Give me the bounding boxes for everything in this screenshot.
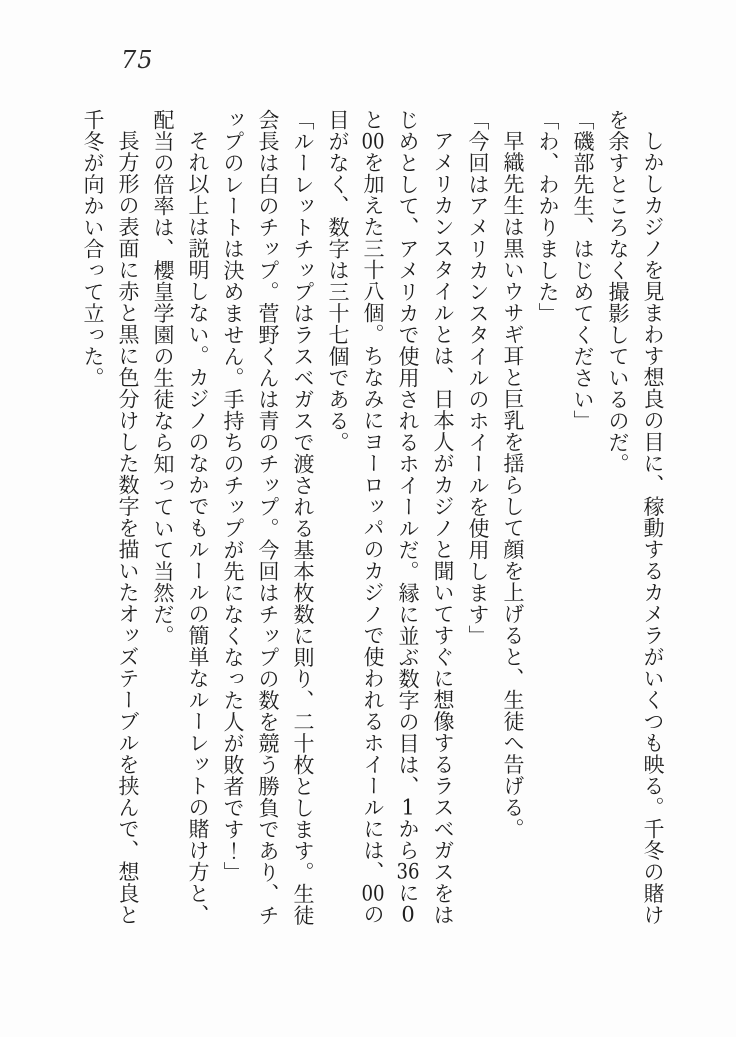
paragraph-4: 早織先生は黒いウサギ耳と巨乳を揺らして顔を上げると、生徒へ告げる。 — [501, 130, 525, 840]
paragraph-5: 「今回はアメリカンスタイルのホイールを使用します」 — [466, 109, 490, 647]
tatechuyoko-number: 1 — [401, 797, 415, 818]
body-text — [75, 109, 670, 930]
paragraph-8: それ以上は説明しない。カジノのなかでもルールの簡単なルーレットの賭け方と、配当の倍率は、櫻皇学園の生徒なら知っていて当然だ。 — [151, 109, 210, 926]
tatechuyoko-number: 0 — [401, 903, 415, 925]
paragraph-1: しかしカジノを見まわす想良の目に、稼動するカメラがいくつも映る。千冬の賭けを余すところなく撮影しているのだ。 — [606, 109, 665, 926]
paragraph-9: 長方形の表面に赤と黒に色分けした数字を描いたオッズテーブルを挟んで、想良と千冬が向かい合って立った。 — [81, 109, 140, 926]
paragraph-2: 「磯部先生、はじめてください」 — [571, 109, 595, 432]
tatechuyoko-number: 00 — [361, 130, 385, 152]
page-number: 75 — [121, 46, 154, 74]
paragraph-6: アメリカンスタイルとは、日本人がカジノと聞いてすぐに想像するラスベガスをはじめとして、アメリカで使用されるホイールだ。縁に並ぶ数字の目は、1から36に0と00を加えた三十八個。ちなみにヨーロッパのカジノで使われるホイールには、00の目がなく、数字は三十七個である。 — [326, 109, 455, 926]
tatechuyoko-number: 00 — [361, 882, 385, 904]
paragraph-7: 「ルーレットチップはラスベガスで渡される基本枚数に則り、二十枚とします。生徒会長は白のチップ。菅野くんは青のチップ。今回はチップの数を競う勝負であり、チップのレートは決めません。手持ちのチップが先になくなった人が敗者です！」 — [221, 109, 315, 926]
paragraph-3: 「わ、わかりました」 — [536, 109, 560, 324]
tatechuyoko-number: 36 — [396, 861, 420, 882]
